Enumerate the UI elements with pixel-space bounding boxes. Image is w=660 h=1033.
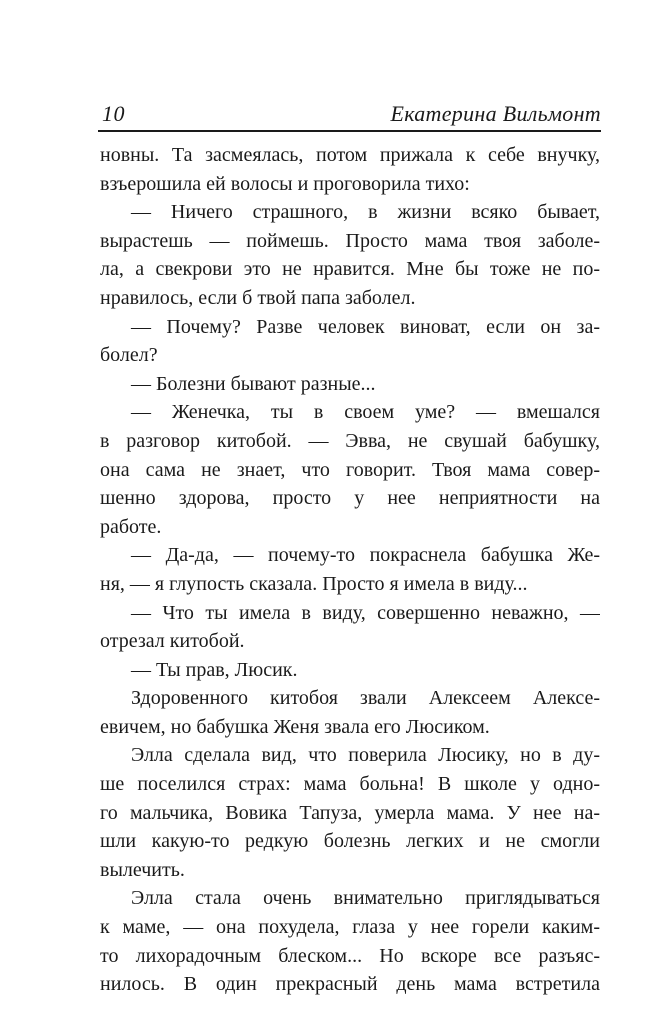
text-line: нилось. В один прекрасный день мама встретила — [100, 973, 600, 996]
text-line: — Женечка, ты в своем уме? — вмешался — [131, 401, 600, 424]
text-line: болел? — [100, 344, 158, 367]
text-line: — Ты прав, Люсик. — [131, 658, 298, 681]
text-line: отрезал китобой. — [100, 630, 245, 653]
text-line: вылечить. — [100, 858, 185, 881]
text-line: ня, — я глупость сказала. Просто я имела в виду... — [100, 572, 528, 595]
text-line: Элла стала очень внимательно приглядываться — [131, 887, 600, 910]
text-line: — Что ты имела в виду, совершенно неважно, — — [131, 601, 600, 624]
text-line: вырастешь — поймешь. Просто мама твоя заболе- — [100, 229, 600, 252]
text-line: в разговор китобой. — Эвва, не свушай бабушку, — [100, 429, 600, 452]
text-line: Элла сделала вид, что поверила Люсику, но в ду- — [131, 744, 600, 767]
text-line: работе. — [100, 515, 162, 538]
text-line: новны. Та засмеялась, потом прижала к себе внучку, — [100, 144, 600, 166]
text-line: го мальчика, Вовика Тапуза, умерла мама. У нее на- — [100, 801, 600, 824]
text-line: то лихорадочным блеском... Но вскоре все разъяс- — [100, 944, 600, 967]
text-line: евичем, но бабушка Женя звала его Люсиком. — [100, 715, 490, 738]
text-line: Здоровенного китобоя звали Алексеем Алексе- — [131, 687, 600, 710]
body-text — [100, 141, 600, 999]
text-line: ла, а свекрови это не нравится. Мне бы тоже не по- — [100, 258, 600, 281]
text-line: нравилось, если б твой папа заболел. — [100, 286, 416, 309]
text-line: взъерошила ей волосы и проговорила тихо: — [100, 172, 470, 195]
text-line: ше поселился страх: мама больна! В школе у одно- — [100, 773, 600, 796]
running-header — [98, 98, 601, 132]
text-line: к маме, — она похудела, глаза у нее горели каким- — [100, 916, 600, 939]
text-line: — Да-да, — почему-то покраснела бабушка Же- — [131, 544, 600, 567]
text-line: шенно здорова, просто у нее неприятности на — [100, 487, 600, 510]
text-line: — Болезни бывают разные... — [131, 372, 376, 395]
text-line: — Почему? Разве человек виноват, если он за- — [131, 315, 600, 338]
text-line: — Ничего страшного, в жизни всяко бывает, — [131, 201, 600, 224]
page-number: 10 — [102, 101, 125, 126]
text-line: шли какую-то редкую болезнь легких и не смогли — [100, 830, 600, 853]
book-author: Екатерина Вильмонт — [390, 101, 601, 126]
text-line: она сама не знает, что говорит. Твоя мама совер- — [100, 458, 600, 481]
